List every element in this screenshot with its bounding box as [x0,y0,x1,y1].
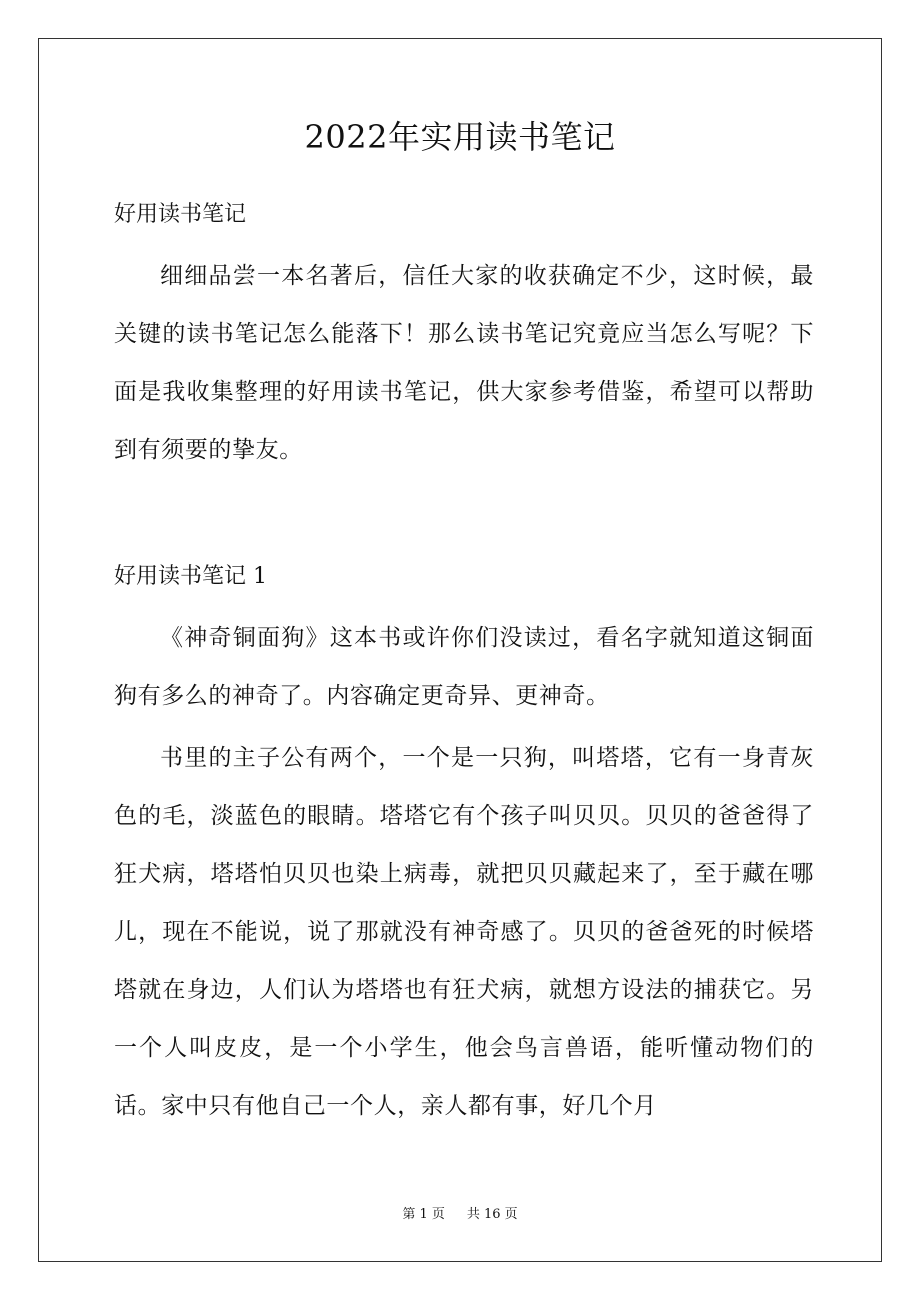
document-title: 2022年实用读书笔记 [304,118,616,156]
section-1-paragraph-2: 书里的主子公有两个，一个是一只狗，叫塔塔，它有一身青灰色的毛，淡蓝色的眼睛。塔塔它有个孩子叫贝贝。贝贝的爸爸得了狂犬病，塔塔怕贝贝也染上病毒，就把贝贝藏起来了，至于藏在哪儿，现在不能说，说了那就没有神奇感了。贝贝的爸爸死的时候塔塔就在身边，人们认为塔塔也有狂犬病，就想方设法的捕获它。另一个人叫皮皮，是一个小学生，他会鸟言兽语，能听懂动物们的话。家中只有他自己一个人，亲人都有事，好几个月 [114,745,814,1119]
section-1-paragraph-1: 《神奇铜面狗》这本书或许你们没读过，看名字就知道这铜面狗有多么的神奇了。内容确定更奇异、更神奇。 [114,625,814,709]
section-1-heading: 好用读书笔记 1 [114,564,267,589]
total-pages: 共 16 页 [466,1207,518,1222]
intro-heading: 好用读书笔记 [114,202,247,227]
page-number: 第 1 页 [402,1207,445,1222]
intro-paragraph: 细细品尝一本名著后，信任大家的收获确定不少，这时候，最关键的读书笔记怎么能落下！那么读书笔记究竟应当怎么写呢？下面是我收集整理的好用读书笔记，供大家参考借鉴，希望可以帮助到有须要的挚友。 [114,263,814,463]
page-footer [0,1205,920,1225]
